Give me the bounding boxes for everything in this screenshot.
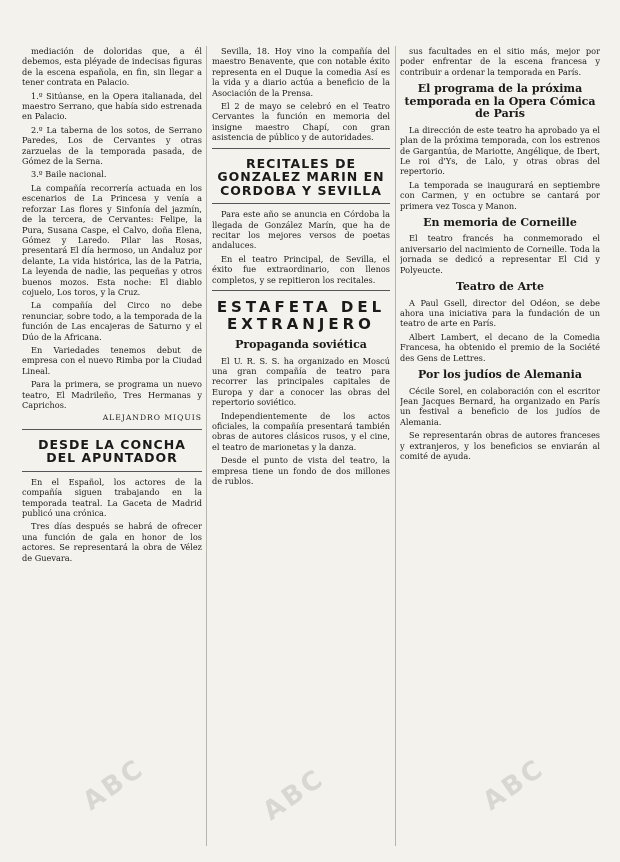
section-heading: ESTAFETA DEL EXTRANJERO (216, 298, 386, 333)
paragraph: mediación de doloridas que, a él debemos, esta pléyade de indecisas figuras de la escena española, en fin, sin llegar a tener contrata en Palacio. (22, 46, 202, 88)
divider (212, 290, 390, 291)
paragraph: 2.º La taberna de los sotos, de Serrano Paredes, Los de Cervantes y otras zarzuelas de la temporada pasada, de Gómez de la Serna. (22, 124, 202, 167)
paragraph: El 2 de mayo se celebró en el Teatro Cervantes la función en memoria del insigne maestro Chapí, con gran asistencia de público y de autoridades. (212, 101, 390, 143)
column-right (400, 46, 600, 846)
paragraph: Tres días después se habrá de ofrecer una función de gala en honor de los actores. Se representará la obra de Vélez de Guevara. (22, 521, 202, 563)
paragraph: La compañía recorrería actuada en los escenarios de La Princesa y venía a reforzar Las flores y Sinfonía del jazmín, de la tercera, de Cervantes: Felipe, la Pura, Susana Caspe, el Calvo, doña Elena, Gómez y Laredo. Pilar las Rosas, presentará El día hermoso, un Andaluz por delante, La vida histórica, las de la Patria, La leyenda de nadie, las pequeñas y otros buenos mozos. Esta noche: El diablo cojuelo, Los toros, y la Cruz. (22, 182, 202, 297)
paragraph: 1.º Sitúanse, en la Opera italianada, del maestro Serrano, que había sido estrenada en Palacio. (22, 90, 202, 122)
paragraph: El teatro francés ha conmemorado el aniversario del nacimiento de Corneille. Toda la jornada se dedicó a representar El Cid y Polyeucte. (400, 233, 600, 275)
section-heading: RECITALES DE GONZALEZ MARIN EN CORDOBA Y SEVILLA (217, 155, 385, 198)
paragraph: Independientemente de los actos oficiales, la compañía presentará también obras de autores clásicos rusos, y el cine, el teatro de marionetas y la danza. (212, 410, 390, 452)
column-middle (212, 46, 390, 846)
paragraph: En el Español, los actores de la compañía siguen trabajando en la temporada teatral. La Gaceta de Madrid publicó una crónica. (22, 476, 202, 519)
paragraph: En el teatro Principal, de Sevilla, el éxito fue extraordinario, con llenos completos, y se repitieron los recitales. (212, 253, 390, 285)
watermark: ABC (477, 753, 551, 817)
paragraph: La compañía del Circo no debe renunciar, sobre todo, a la temporada de la función de Las encajeras de Saturno y el Dúo de la Africana. (22, 300, 202, 342)
paragraph: Albert Lambert, el decano de la Comedia Francesa, ha obtenido el premio de la Société des Gens de Lettres. (400, 331, 600, 363)
column-left (22, 46, 202, 846)
paragraph: Se representarán obras de autores franceses y extranjeros, y los beneficios se enviarán al comité de ayuda. (400, 430, 600, 461)
column-rule (395, 46, 396, 846)
divider (22, 471, 202, 472)
section-heading: DESDE LA CONCHA DEL APUNTADOR (38, 436, 186, 466)
paragraph: En Variedades tenemos debut de empresa con el nuevo Rimba por la Ciudad Lineal. (22, 344, 202, 376)
divider (22, 429, 202, 430)
divider (212, 203, 390, 204)
watermark: ABC (257, 763, 331, 827)
divider (212, 148, 390, 149)
paragraph: A Paul Gsell, director del Odéon, se debe ahora una iniciativa para la fundación de un teatro de arte en París. (400, 297, 600, 329)
paragraph: La temporada se inaugurará en septiembre con Carmen, y en octubre se cantará por primera vez Tosca y Manon. (400, 179, 600, 211)
subheading: Teatro de Arte (455, 280, 545, 294)
paragraph: Para este año se anuncia en Córdoba la llegada de González Marín, que ha de recitar los mejores versos de poetas andaluces. (212, 209, 390, 251)
paragraph: La dirección de este teatro ha aprobado ya el plan de la próxima temporada, con los estrenos de Gargantúa, de Mariotte, Angélique, de Ibert, Le roi d'Ys, de Lalo, y otras obras del repertorio. (400, 124, 600, 177)
paragraph: Desde el punto de vista del teatro, la empresa tiene un fondo de dos millones de rublos. (212, 455, 390, 486)
paragraph: Cécile Sorel, en colaboración con el escritor Jean Jacques Bernard, ha organizado en París un festival a beneficio de los judíos de Alemania. (400, 385, 600, 427)
paragraph: El U. R. S. S. ha organizado en Moscú una gran compañía de teatro para recorrer las principales capitales de Europa y dar a conocer las obras del repertorio soviético. (212, 355, 390, 408)
subheading: El programa de la próxima temporada en la Opera Cómica de París (404, 82, 596, 121)
paragraph: Para la primera, se programa un nuevo teatro, El Madrileño, Tres Hermanas y Caprichos. (22, 379, 202, 410)
paragraph: sus facultades en el sitio más, mejor por poder enfrentar de la escena francesa y contribuir a ordenar la temporada en París. (400, 46, 600, 77)
watermark: ABC (77, 753, 151, 817)
subheading: En memoria de Corneille (423, 215, 577, 229)
paragraph: Sevilla, 18. Hoy vino la compañía del maestro Benavente, que con notable éxito representa en el Duque la comedia Así es la vida y a diario actúa a beneficio de la Asociación de la Prensa. (212, 46, 390, 98)
subheading: Por los judíos de Alemania (418, 368, 582, 382)
subheading: Propaganda soviética (235, 338, 367, 351)
signature: ALEJANDRO MIQUIS (102, 413, 202, 423)
paragraph: 3.º Baile nacional. (31, 169, 107, 180)
column-rule (206, 46, 207, 846)
